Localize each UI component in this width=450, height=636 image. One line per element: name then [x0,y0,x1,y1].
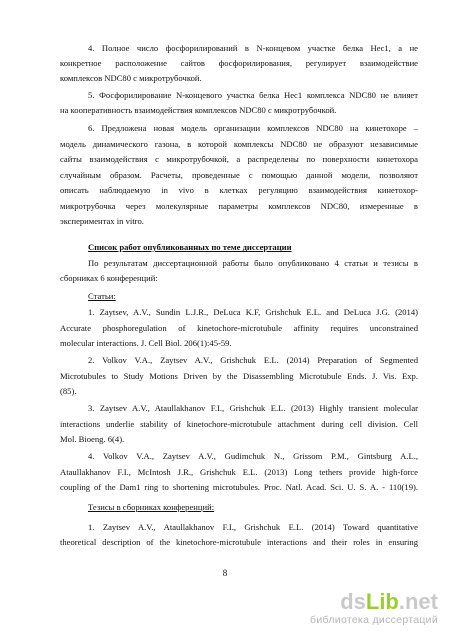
text-line: на кооперативность взаимодействия комплексов NDC80 с микротрубочкой. [60,105,337,115]
text-line: микротрубочка через молекулярные параметры комплексов NDC80, измеренные в [60,201,418,211]
text-line: сайты взаимодействия с микротрубочкой, а распределены по поверхности кинетохора [60,154,418,164]
reference-line: 4. Volkov V.A., Zaytsev A.V., Gudimchuk N., Grissom P.M., Gintsburg A.L., [88,451,418,461]
watermark-logo-net: .net [398,589,438,614]
text-line: сборниках 6 конференций: [60,273,158,283]
text-line: конкретное расположение сайтов фосфорилирования, регулирует взаимодействие [60,58,418,68]
reference-line: Ataullakhanov F.I., McIntosh J.R., Grishchuk E.L. (2013) Long tethers provide high-force [60,467,418,477]
reference-line: coupling of the Dam1 ring to shortening microtubules. Proc. Natl. Acad. Sci. U. S. A. - 110(19). [60,482,418,492]
text-line: описать наблюдаемую in vivo в клетках регуляцию взаимодействия кинетохор- [60,185,418,195]
watermark-logo [310,590,438,614]
page-number: 8 [222,568,228,578]
text-line: модель динамического газона, в которой комплексы NDC80 не образуют независимые [60,139,418,149]
text-line: 4. Полное число фосфорилирований в N-концевом участке белка Hec1, а не [88,43,418,53]
reference-line: 1. Zaytsev, A.V., Sundin L.J.R., DeLuca K.F, Grishchuk E.L. and DeLuca J.G. (2014) [88,307,418,317]
reference-line: Accurate phosphoregulation of kinetochore-microtubule affinity requires unconstrained [60,323,418,333]
reference-line: 2. Volkov V.A., Zaytsev A.V., Grishchuk E.L. (2014) Preparation of Segmented [88,355,418,365]
watermark-logo-lib: Lib [365,589,399,614]
reference-line: molecular interactions. J. Cell Biol. 206(1):45-59. [60,338,232,348]
reference-line: 3. Zaytsev A.V., Ataullakhanov F.I., Grishchuk E.L. (2013) Highly transient molecular [88,403,418,413]
text-line: случайным образом. Расчеты, проведенные с помощью данной модели, позволяют [60,170,418,180]
section-heading: Список работ опубликованных по теме диссертации [88,242,292,252]
reference-line: (85). [60,386,77,396]
text-line: 6. Предложена новая модель организации комплексов NDC80 на кинетохоре – [88,123,418,133]
subsection-heading: Тезисы в сборниках конференций: [88,502,215,512]
text-line: 5. Фосфорилирование N-концевого участка белка Hec1 комплекса NDC80 не влияет [88,90,418,100]
subsection-heading: Статьи: [88,291,116,301]
text-line: комплексов NDC80 с микротрубочкой. [60,73,202,83]
reference-line: Mol. Bioeng. 6(4). [60,434,125,444]
text-line: По результатам диссертационной работы было опубликовано 4 статьи и тезисы в [88,258,418,268]
watermark [310,590,438,626]
reference-line: interactions underlie stability of kinetochore-microtubule attachment during cell division. Cell [60,419,418,429]
watermark-subtitle: библиотека диссертаций [310,614,438,626]
reference-line: Microtubules to Study Motions Driven by the Disassembling Microtubule Ends. J. Vis. Exp. [60,371,418,381]
watermark-logo-ds: ds [340,589,366,614]
reference-line: 1. Zaytsev A.V., Ataullakhanov F.I., Grishchuk E.L. (2014) Toward quantitative [88,522,418,532]
reference-line: theoretical description of the kinetochore-microtubule interactions and their roles in ensuring [60,537,418,547]
text-line: экспериментах in vitro. [60,216,144,226]
